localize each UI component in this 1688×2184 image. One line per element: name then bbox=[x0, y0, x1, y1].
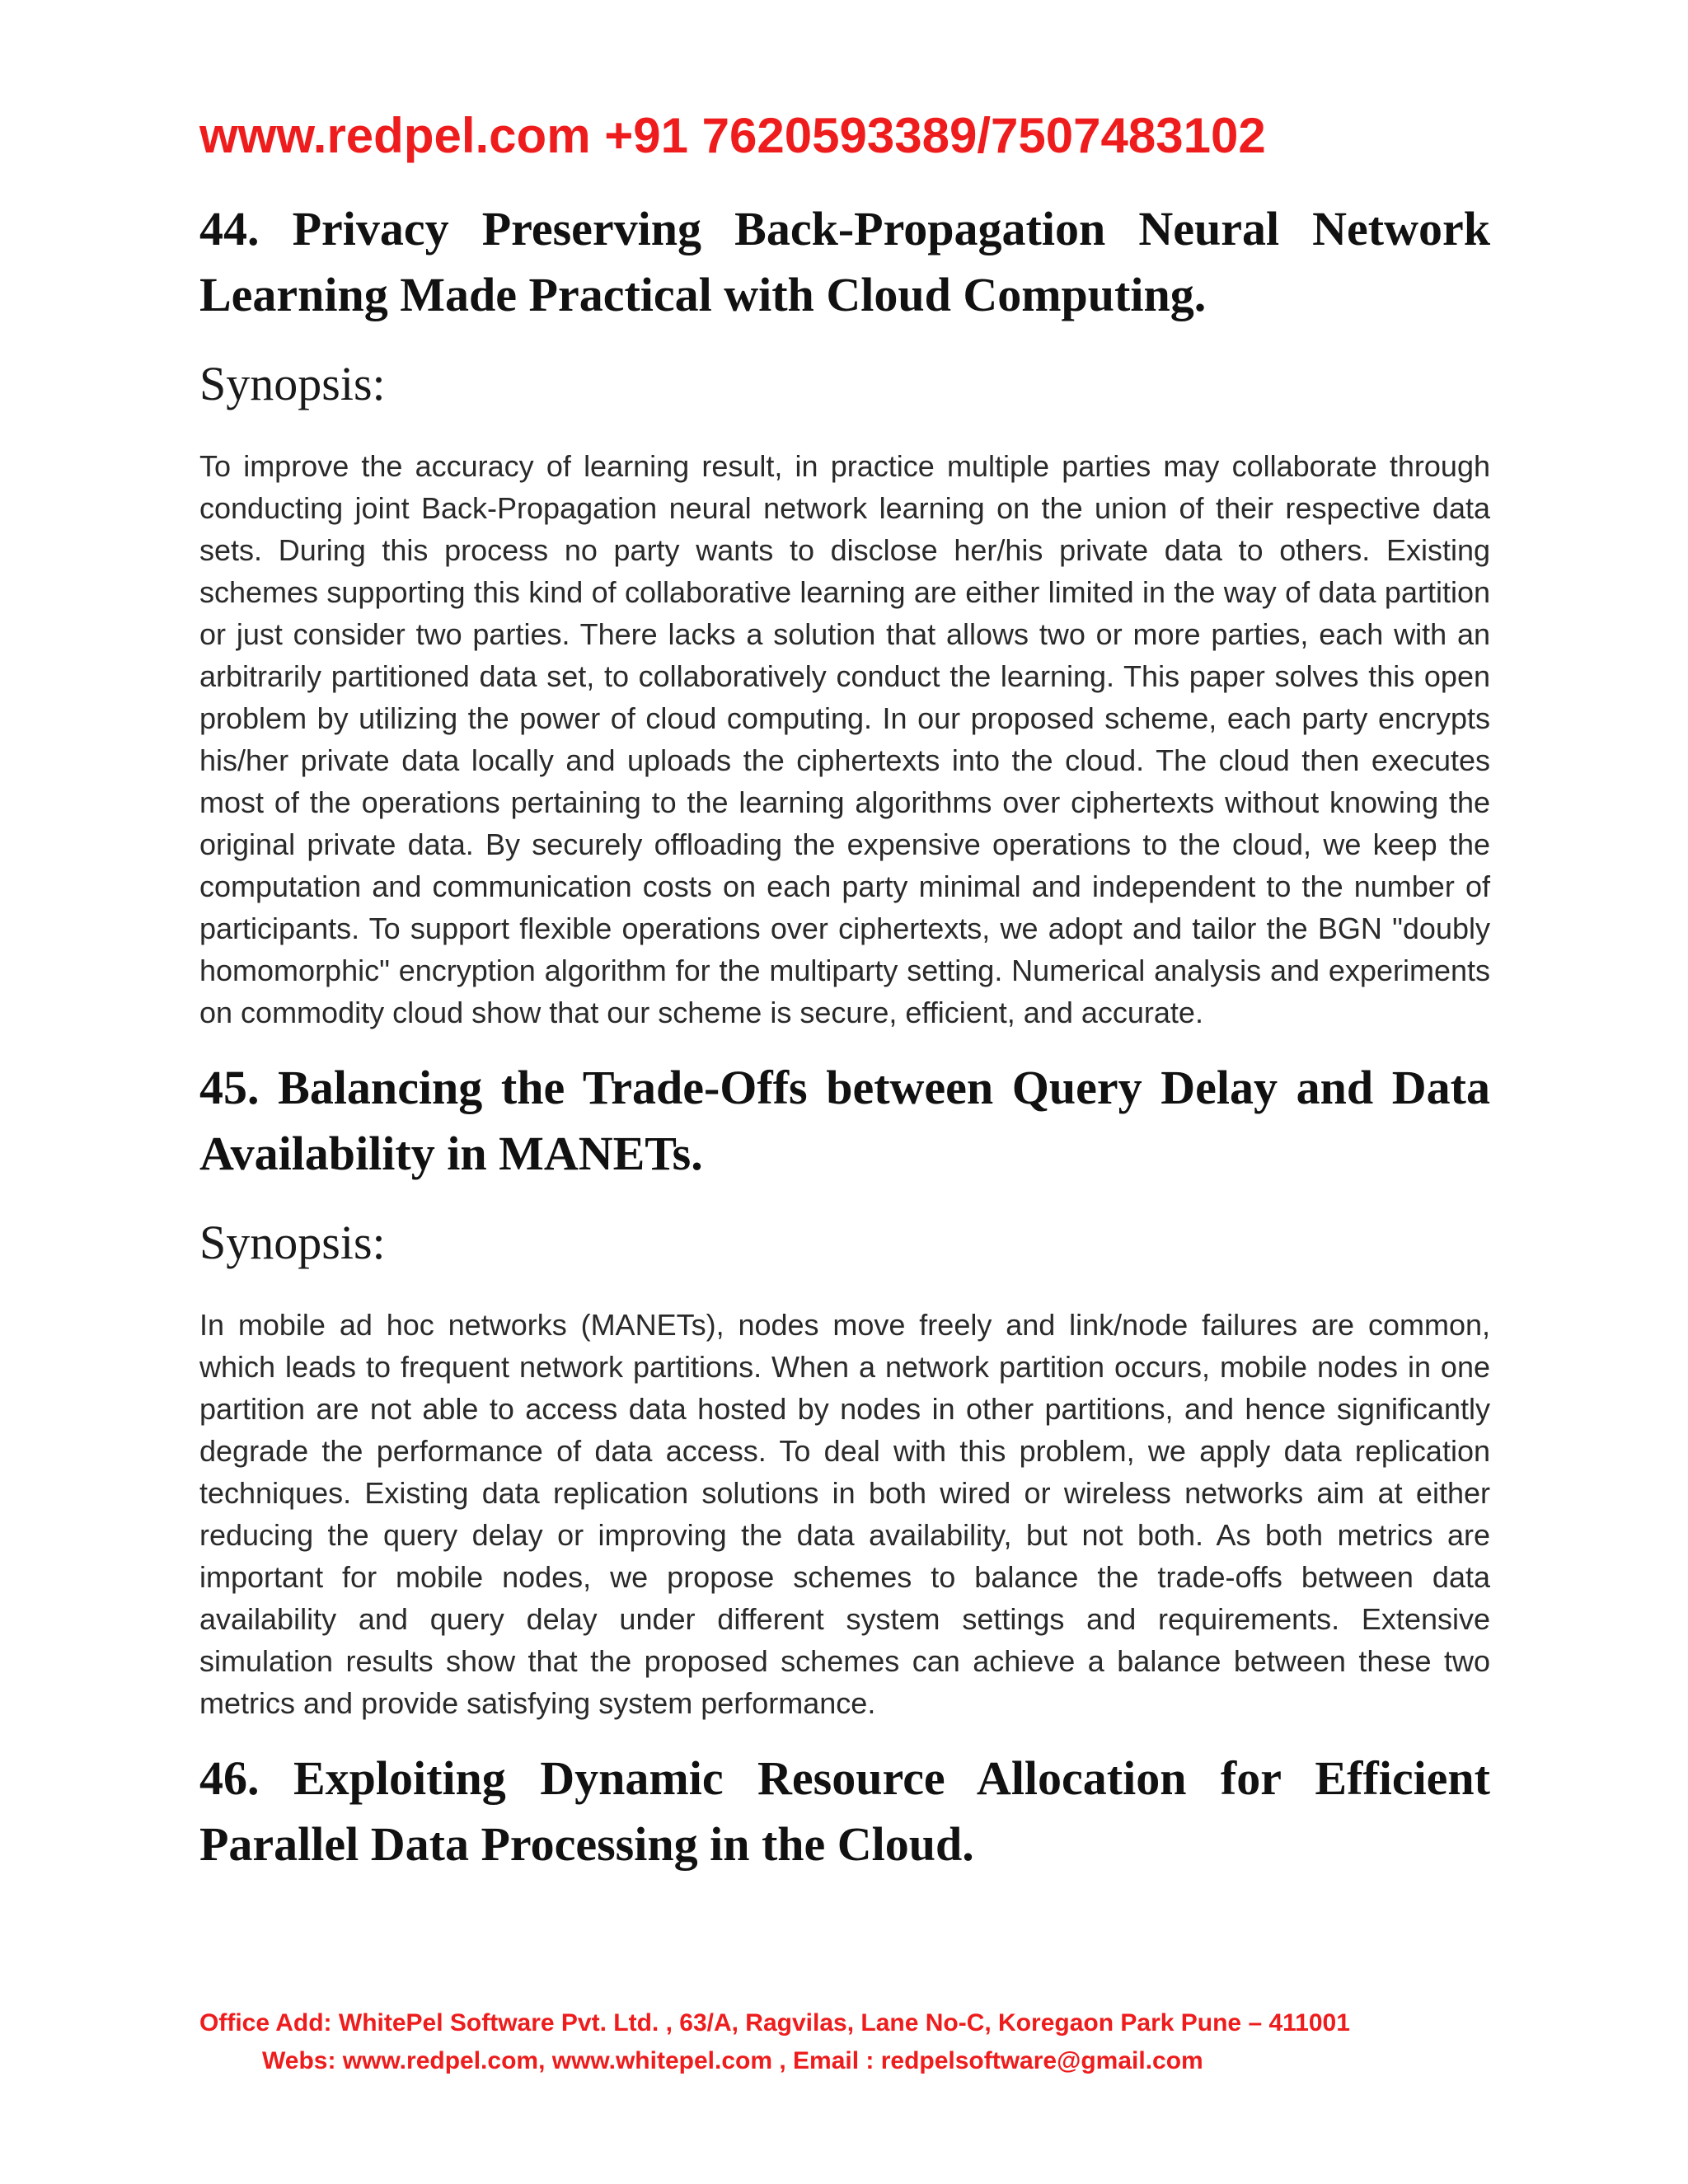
synopsis-label: Synopsis: bbox=[199, 357, 386, 410]
synopsis-label: Synopsis: bbox=[199, 1216, 386, 1269]
section-title: 45. Balancing the Trade-Offs between Query Delay and Data Availability in MANETs. bbox=[199, 1061, 1490, 1180]
section-44 bbox=[199, 196, 1490, 1033]
section-title: 46. Exploiting Dynamic Resource Allocation for Efficient Parallel Data Processing in the Cloud. bbox=[199, 1751, 1490, 1871]
abstract-paragraph: In mobile ad hoc networks (MANETs), nodes move freely and link/node failures are common, which leads to frequent network partitions. When a network partition occurs, mobile nodes in one partition are not able to access data hosted by nodes in other partitions, and hence significantly degrade the performance of data access. To deal with this problem, we apply data replication techniques. Existing data replication solutions in both wired or wireless networks aim at either reducing the query delay or improving the data availability, but not both. As both metrics are important for mobile nodes, we propose schemes to balance the trade-offs between data availability and query delay under different system settings and requirements. Extensive simulation results show that the proposed schemes can achieve a balance between these two metrics and provide satisfying system performance. bbox=[199, 1308, 1490, 1720]
document-content bbox=[199, 196, 1490, 1877]
abstract-paragraph: To improve the accuracy of learning result, in practice multiple parties may collaborate through conducting joint Back-Propagation neural network learning on the union of their respective data sets. During this process no party wants to disclose her/his private data to others. Existing schemes supporting this kind of collaborative learning are either limited in the way of data partition or just consider two parties. There lacks a solution that allows two or more parties, each with an arbitrarily partitioned data set, to collaboratively conduct the learning. This paper solves this open problem by utilizing the power of cloud computing. In our proposed scheme, each party encrypts his/her private data locally and uploads the ciphertexts into the cloud. The cloud then executes most of the operations pertaining to the learning algorithms over ciphertexts without knowing the original private data. By securely offloading the expensive operations to the cloud, we keep the computation and communication costs on each party minimal and independent to the number of participants. To support flexible operations over ciphertexts, we adopt and tailor the BGN "doubly homomorphic" encryption algorithm for the multiparty setting. Numerical analysis and experiments on commodity cloud show that our scheme is secure, efficient, and accurate. bbox=[199, 449, 1490, 1029]
section-45 bbox=[199, 1055, 1490, 1724]
section-title: 44. Privacy Preserving Back-Propagation Neural Network Learning Made Practical with Cloud Computing. bbox=[199, 202, 1490, 321]
section-46 bbox=[199, 1746, 1490, 1877]
header-contact-line: www.redpel.com +91 7620593389/7507483102 bbox=[199, 108, 1266, 163]
footer-web-email: Webs: www.redpel.com, www.whitepel.com , Email : redpelsoftware@gmail.com bbox=[262, 2047, 1203, 2074]
footer-office-address: Office Add: WhitePel Software Pvt. Ltd. , 63/A, Ragvilas, Lane No-C, Koregaon Park Pune – 411001 bbox=[199, 2009, 1350, 2036]
